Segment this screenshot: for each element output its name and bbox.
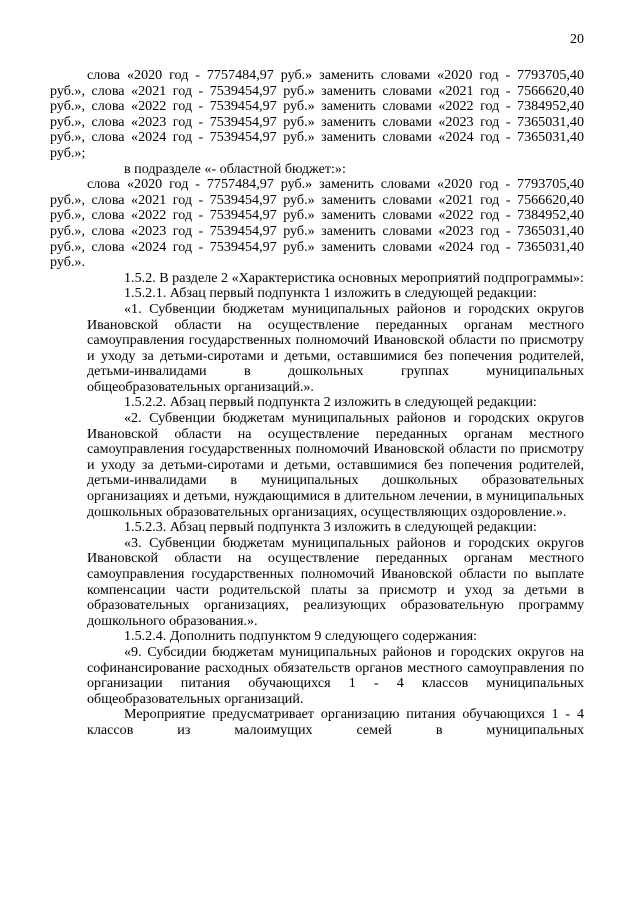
paragraph-subvention-2: «2. Субвенции бюджетам муниципальных районов и городских округов Ивановской области на осуществление переданных органам местного самоуправления государственных полномочий Ивановской области по присмотру и уходу за детьми-сиротами и детьми, оставшимися без попечения родителей, детьми-инвалидами в муниципальных дошкольных образовательных организациях и детьми, нуждающимися в длительном лечении, в муниципальных дошкольных образовательных организациях, осуществляющих оздоровление.». [87, 410, 584, 520]
paragraph-1-5-2-2: 1.5.2.2. Абзац первый подпункта 2 изложить в следующей редакции: [124, 394, 537, 411]
paragraph-budget-replacements: слова «2020 год - 7757484,97 руб.» заменить словами «2020 год - 7793705,40 руб.», слова «2021 год - 7539454,97 руб.» заменить словами «2021 год - 7566620,40 руб.», слова «2022 год - 7539454,97 руб.» заменить словами «2022 год - 7384952,40 руб.», слова «2023 год - 7539454,97 руб.» заменить словами «2023 год - 7365031,40 руб.», слова «2024 год - 7539454,97 руб.» заменить словами «2024 год - 7365031,40 руб.»; [50, 67, 584, 161]
paragraph-regional-budget-heading: в подразделе «- областной бюджет:»: [124, 160, 346, 177]
page-number: 20 [570, 32, 584, 47]
paragraph-1-5-2-4: 1.5.2.4. Дополнить подпунктом 9 следующего содержания: [124, 628, 478, 645]
paragraph-subsidy-9: «9. Субсидии бюджетам муниципальных районов и городских округов на софинансирование расходных обязательств органов местного самоуправления по организации питания обучающихся 1 - 4 классов муниципальных общеобразовательных организаций. [87, 643, 584, 707]
paragraph-1-5-2-1: 1.5.2.1. Абзац первый подпункта 1 изложить в следующей редакции: [124, 285, 537, 302]
paragraph-section-1-5-2: 1.5.2. В разделе 2 «Характеристика основных мероприятий подпрограммы»: [124, 269, 584, 286]
paragraph-measure-description: Мероприятие предусматривает организацию питания обучающихся 1 - 4 классов из малоимущих семей в муниципальных [87, 706, 584, 738]
paragraph-subvention-1: «1. Субвенции бюджетам муниципальных районов и городских округов Ивановской области на осуществление переданных органам местного самоуправления государственных полномочий Ивановской области по присмотру и уходу за детьми-сиротами и детьми, оставшимися без попечения родителей, детьми-инвалидами в дошкольных группах муниципальных общеобразовательных организаций.». [87, 300, 584, 395]
paragraph-regional-budget-replacements: слова «2020 год - 7757484,97 руб.» заменить словами «2020 год - 7793705,40 руб.», слова «2021 год - 7539454,97 руб.» заменить словами «2021 год - 7566620,40 руб.», слова «2022 год - 7539454,97 руб.» заменить словами «2022 год - 7384952,40 руб.», слова «2023 год - 7539454,97 руб.» заменить словами «2023 год - 7365031,40 руб.», слова «2024 год - 7539454,97 руб.» заменить словами «2024 год - 7365031,40 руб.». [50, 176, 584, 271]
paragraph-subvention-3: «3. Субвенции бюджетам муниципальных районов и городских округов Ивановской области на осуществление переданных органам местного самоуправления государственных полномочий Ивановской области по выплате компенсации части родительской платы за присмотр и уход за детьми в образовательных организациях, реализующих образовательную программу дошкольного образования.». [87, 534, 584, 629]
document-body [50, 67, 584, 739]
paragraph-1-5-2-3: 1.5.2.3. Абзац первый подпункта 3 изложить в следующей редакции: [124, 519, 537, 536]
